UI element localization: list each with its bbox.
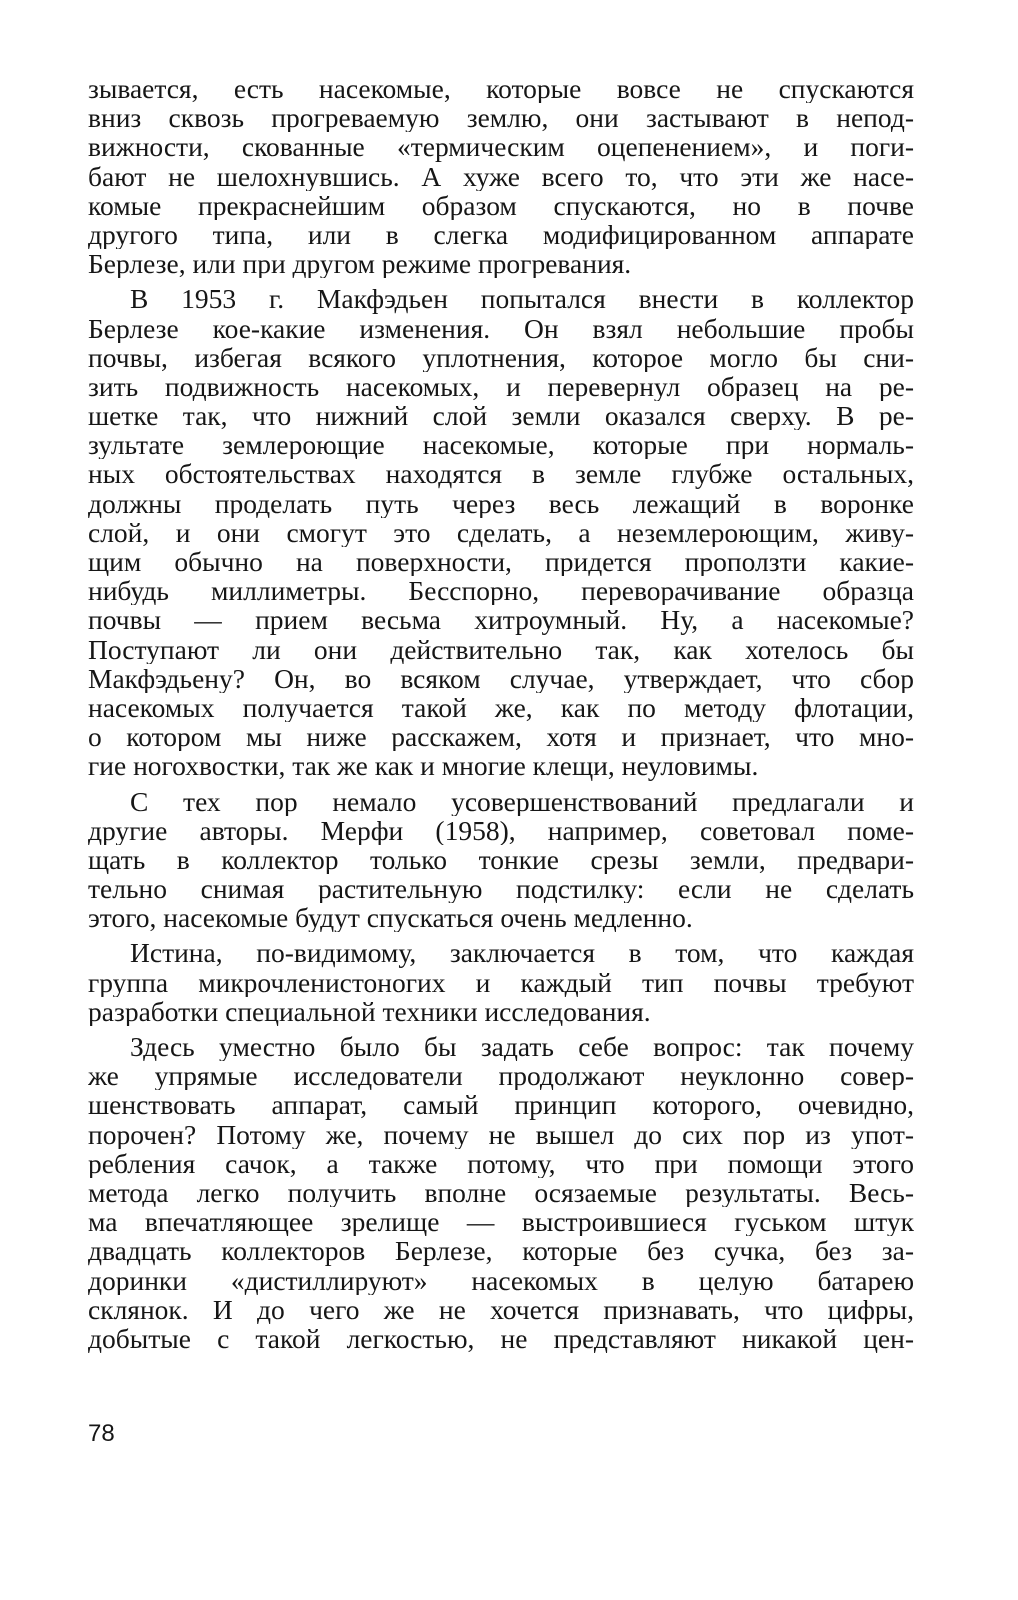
paragraph-1 <box>88 74 914 278</box>
text-line: щим обычно на поверхности, придется проползти какие- <box>88 547 914 577</box>
paragraph-3 <box>88 787 914 933</box>
text-line: слой, и они смогут это сделать, а неземлероющим, живу- <box>88 517 914 547</box>
text-line: Поступают ли они действительно так, как хотелось бы <box>88 634 914 664</box>
text-line: же упрямые исследователи продолжают неуклонно совер- <box>88 1061 914 1091</box>
text-line: нибудь миллиметры. Бесспорно, переворачивание образца <box>88 576 914 606</box>
text-line: должны проделать путь через весь лежащий в воронке <box>88 488 914 518</box>
text-line: почвы — прием весьма хитроумный. Ну, а насекомые? <box>88 605 914 635</box>
text-line: шенствовать аппарат, самый принцип которого, очевидно, <box>88 1090 914 1120</box>
text-line: склянок. И до чего же не хочется признавать, что цифры, <box>88 1294 914 1324</box>
text-line: ных обстоятельствах находятся в земле глубже остальных, <box>88 459 914 489</box>
text-line: зить подвижность насекомых, и перевернул образец на ре- <box>88 371 914 402</box>
text-line: ребления сачок, а также потому, что при помощи этого <box>88 1148 914 1178</box>
text-line: этого, насекомые будут спускаться очень медленно. <box>88 903 693 933</box>
text-line: метода легко получить вполне осязаемые результаты. Весь- <box>88 1177 914 1208</box>
text-line: щать в коллектор только тонкие срезы земли, предвари- <box>88 844 914 875</box>
text-line: комые прекраснейшим образом спускаются, но в почве <box>88 190 914 220</box>
text-line: разработки специальной техники исследования. <box>88 996 651 1026</box>
text-line: Берлезе, или при другом режиме прогревания. <box>88 249 632 279</box>
paragraph-2 <box>88 284 914 780</box>
text-line: В 1953 г. Макфэдьен попытался внести в коллектор <box>130 284 914 314</box>
text-line: доринки «дистиллируют» насекомых в целую батарею <box>88 1265 914 1295</box>
paragraph-5 <box>88 1032 914 1353</box>
text-line: Здесь уместно было бы задать себе вопрос: так почему <box>130 1032 914 1062</box>
text-line: вижности, скованные «термическим оцепенением», и поги- <box>88 132 914 162</box>
text-line: Истина, по-видимому, заключается в том, что каждая <box>130 938 914 968</box>
text-line: другого типа, или в слегка модифицированном аппарате <box>88 219 914 250</box>
text-line: порочен? Потому же, почему не вышел до сих пор из упот- <box>88 1119 914 1149</box>
text-line: бают не шелохнувшись. А хуже всего то, что эти же насе- <box>88 161 914 191</box>
page-body <box>88 74 914 1574</box>
paragraph-4 <box>88 938 914 1026</box>
text-line: о котором мы ниже расскажем, хотя и признает, что мно- <box>88 722 914 752</box>
text-line: добытые с такой легкостью, не представляют никакой цен- <box>88 1323 914 1354</box>
text-line: С тех пор немало усовершенствований предлагали и <box>130 786 914 816</box>
text-line: двадцать коллекторов Берлезе, которые без сучка, без за- <box>88 1236 914 1266</box>
text-line: гие ногохвостки, так же как и многие клещи, неуловимы. <box>88 751 759 781</box>
text-line: насекомых получается такой же, как по методу флотации, <box>88 692 914 723</box>
text-line: зывается, есть насекомые, которые вовсе не спускаются <box>88 74 914 104</box>
text-line: шетке так, что нижний слой земли оказался сверху. В ре- <box>88 401 914 431</box>
text-line: ма впечатляющее зрелище — выстроившиеся гуськом штук <box>88 1207 914 1237</box>
text-line: Макфэдьену? Он, во всяком случае, утверждает, что сбор <box>88 663 914 693</box>
page-number: 78 <box>88 1420 115 1447</box>
text-line: группа микрочленистоногих и каждый тип почвы требуют <box>88 967 914 997</box>
text-line: вниз сквозь прогреваемую землю, они застывают в непод- <box>88 103 914 133</box>
text-line: зультате землероющие насекомые, которые при нормаль- <box>88 430 914 460</box>
text-line: почвы, избегая всякого уплотнения, которое могло бы сни- <box>88 342 914 372</box>
text-line: другие авторы. Мерфи (1958), например, советовал поме- <box>88 815 914 845</box>
text-line: Берлезе кое-какие изменения. Он взял небольшие пробы <box>88 313 914 343</box>
text-line: тельно снимая растительную подстилку: если не сделать <box>88 874 914 904</box>
